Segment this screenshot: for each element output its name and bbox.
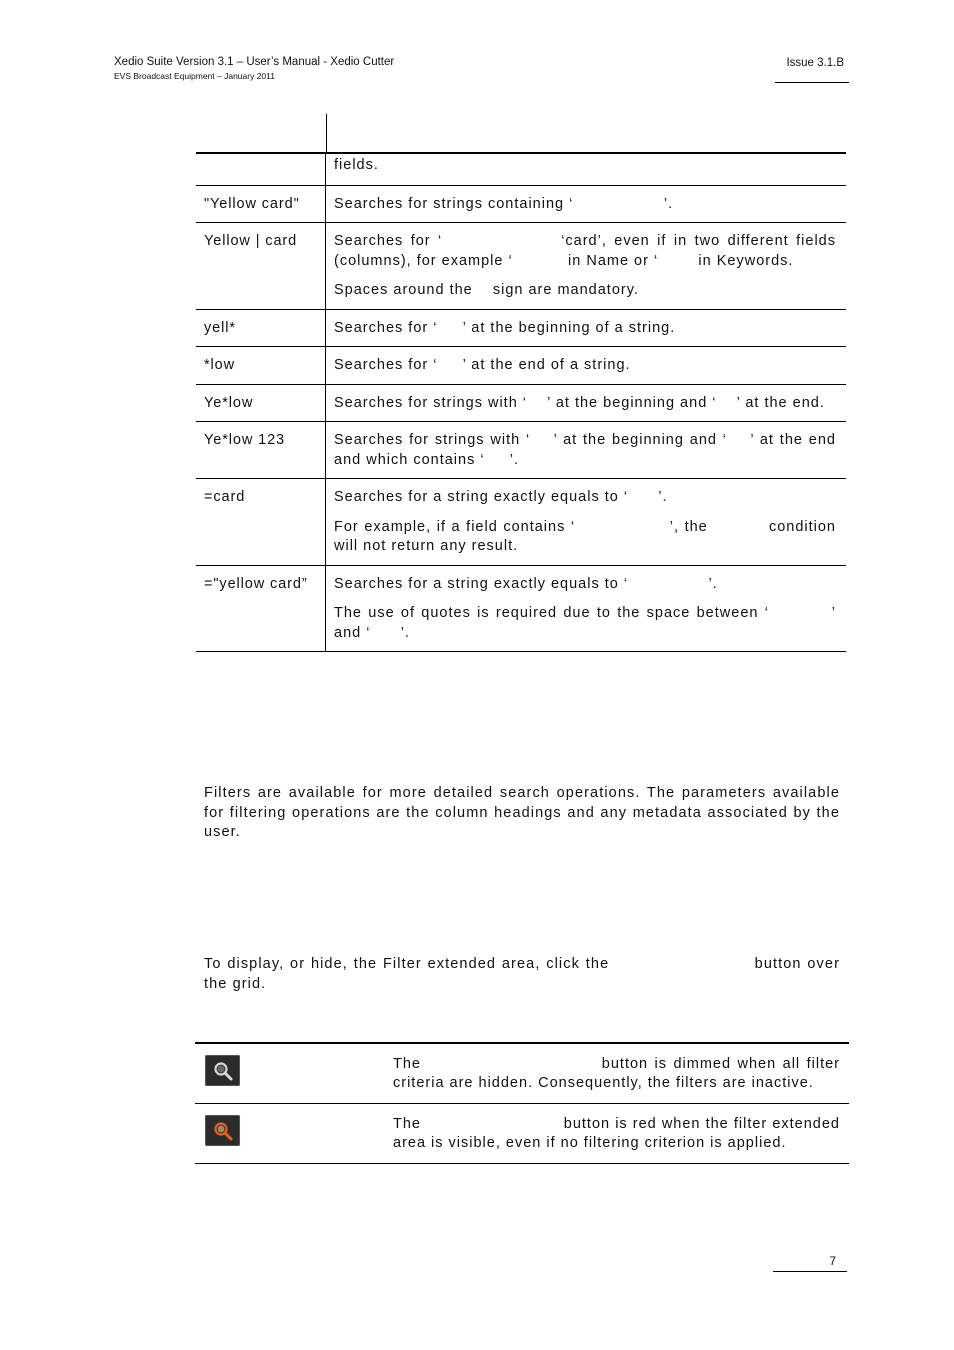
display-filter-paragraph: To display, or hide, the Filter extended area, click the button over the grid. [204,956,846,992]
description-cell [326,479,846,565]
example-cell: =card [196,479,326,565]
description-text: Spaces around the sign are mandatory. [334,282,639,298]
state-description: The button is red when the filter extended area is visible, even if no filtering criterion is applied. [393,1116,846,1151]
magnifier-dimmed-icon [205,1055,240,1086]
table-row [195,1044,849,1103]
description-text: Searches for a string exactly equals to ‘ ’. [334,489,668,505]
table-row [196,346,846,384]
example-cell: Yellow | card [196,223,326,309]
table-row [196,478,846,565]
description-cell [326,154,846,185]
example-cell: Ye*low [196,385,326,422]
page-number: 7 [829,1254,836,1268]
magnifier-red-glyph [212,1120,234,1142]
header-left [114,57,394,80]
magnifier-dimmed-glyph [212,1060,234,1082]
filter-button-states-table [195,1042,849,1164]
example-cell: *low [196,347,326,384]
search-syntax-table [196,154,846,652]
table-row [196,309,846,347]
table-row [196,421,846,478]
table-column-divider-top [326,114,327,153]
description-cell [326,310,846,347]
issue-label: Issue 3.1.B [786,57,844,69]
example-cell: "Yellow card" [196,186,326,223]
description-text: Searches for strings with ‘ ’ at the beginning and ‘ ’ at the end and which contains ‘ ’. [334,432,842,468]
example-cell: ="yellow card” [196,566,326,652]
description-cell [326,186,846,223]
description-text: For example, if a field contains ‘ ’, the condition will not return any result. [334,518,842,554]
document-title: Xedio Suite Version 3.1 – User’s Manual - Xedio Cutter [114,56,395,68]
magnifier-red-icon [205,1115,240,1146]
description-text: Searches for ‘ ’ at the beginning of a string. [334,319,676,336]
description-cell [326,347,846,384]
icon-cell [195,1104,385,1163]
description-text: Searches for strings with ‘ ’ at the beginning and ‘ ’ at the end. [334,394,825,411]
state-description: The button is dimmed when all filter criteria are hidden. Consequently, the filters are inactive. [393,1056,846,1091]
table-row [195,1103,849,1163]
description-cell [326,385,846,422]
table-row [196,384,846,422]
description-text: Searches for strings containing ‘ ’. [334,195,674,212]
icon-cell [195,1044,385,1103]
table-row [196,222,846,309]
description-cell [326,566,846,652]
table-row [196,565,846,652]
description-cell [326,223,846,309]
table-row [196,185,846,223]
filters-paragraph: Filters are available for more detailed search operations. The parameters available for filtering operations are the column headings and any metadata associated by the user. [204,785,840,840]
description-text: The use of quotes is required due to the space between ‘ ’ and ‘ ’. [334,605,842,641]
table-row [196,154,846,185]
header-rule [775,82,849,83]
description-cell [326,422,846,478]
example-cell: Ye*low 123 [196,422,326,478]
description-text: Searches for a string exactly equals to ‘ ’. [334,575,718,592]
description-text: Searches for ‘ ’ at the end of a string. [334,357,631,373]
footer-rule [773,1271,847,1272]
example-cell: yell* [196,310,326,347]
document-subtitle: EVS Broadcast Equipment – January 2011 [114,70,275,81]
example-cell [196,154,326,185]
description-text: Searches for ‘ ‘card’, even if in two different fields (columns), for example ‘ in Name or ‘ in Keywords. [334,233,842,269]
description-text: fields. [334,157,379,173]
